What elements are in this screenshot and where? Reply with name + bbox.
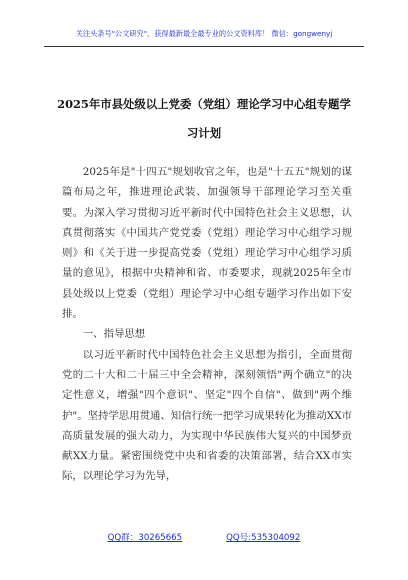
document-title-line-2: 习计划 bbox=[186, 126, 222, 140]
document-body bbox=[62, 162, 352, 487]
paragraph-intro: 2025年是"十四五"规划收官之年，也是"十五五"规划的谋篇布局之年，推进理论武装、加强领导干部理论学习至关重要。为深入学习贯彻习近平新时代中国特色社会主义思想，认真贯彻落实《中国共产党党委（党组）理论学习中心组学习规则》和《关于进一步提高党委（党组）理论学习中心组学习质量的意见》，根据中央精神和省、市委要求，现就2025年全市县处级以上党委（党组）理论学习中心组专题学习作出如下安排。 bbox=[62, 166, 352, 321]
header-divider bbox=[44, 46, 364, 47]
section-heading-guiding-thought: 一、指导思想 bbox=[82, 328, 146, 341]
header-promo-note: 关注头条号"公文研究"，获得最新最全最专业的公文资料库！ 微信：gongwenyj bbox=[75, 29, 333, 38]
footer-contact bbox=[0, 533, 408, 544]
document-title-line-1: 2025年市县处级以上党委（党组）理论学习中心组专题学 bbox=[57, 97, 351, 111]
footer-qq-group: QQ群：30265665 bbox=[107, 533, 183, 543]
paragraph-guiding-thought: 以习近平新时代中国特色社会主义思想为指引，全面贯彻党的二十大和二十届三中全会精神，深刻领悟"两个确立"的决定性意义，增强"四个意识"、坚定"四个自信"、做到"两个维护"。坚持学思用贯通、知信行统一把学习成果转化为推动XX市高质量发展的强大动力，为实现中华民族伟大复兴的中国梦贡献XX力量。紧密围绕党中央和省委的决策部署，结合XX市实际，以理论学习为先导， bbox=[62, 348, 352, 483]
footer-qq-number: QQ号:535304092 bbox=[226, 533, 301, 543]
